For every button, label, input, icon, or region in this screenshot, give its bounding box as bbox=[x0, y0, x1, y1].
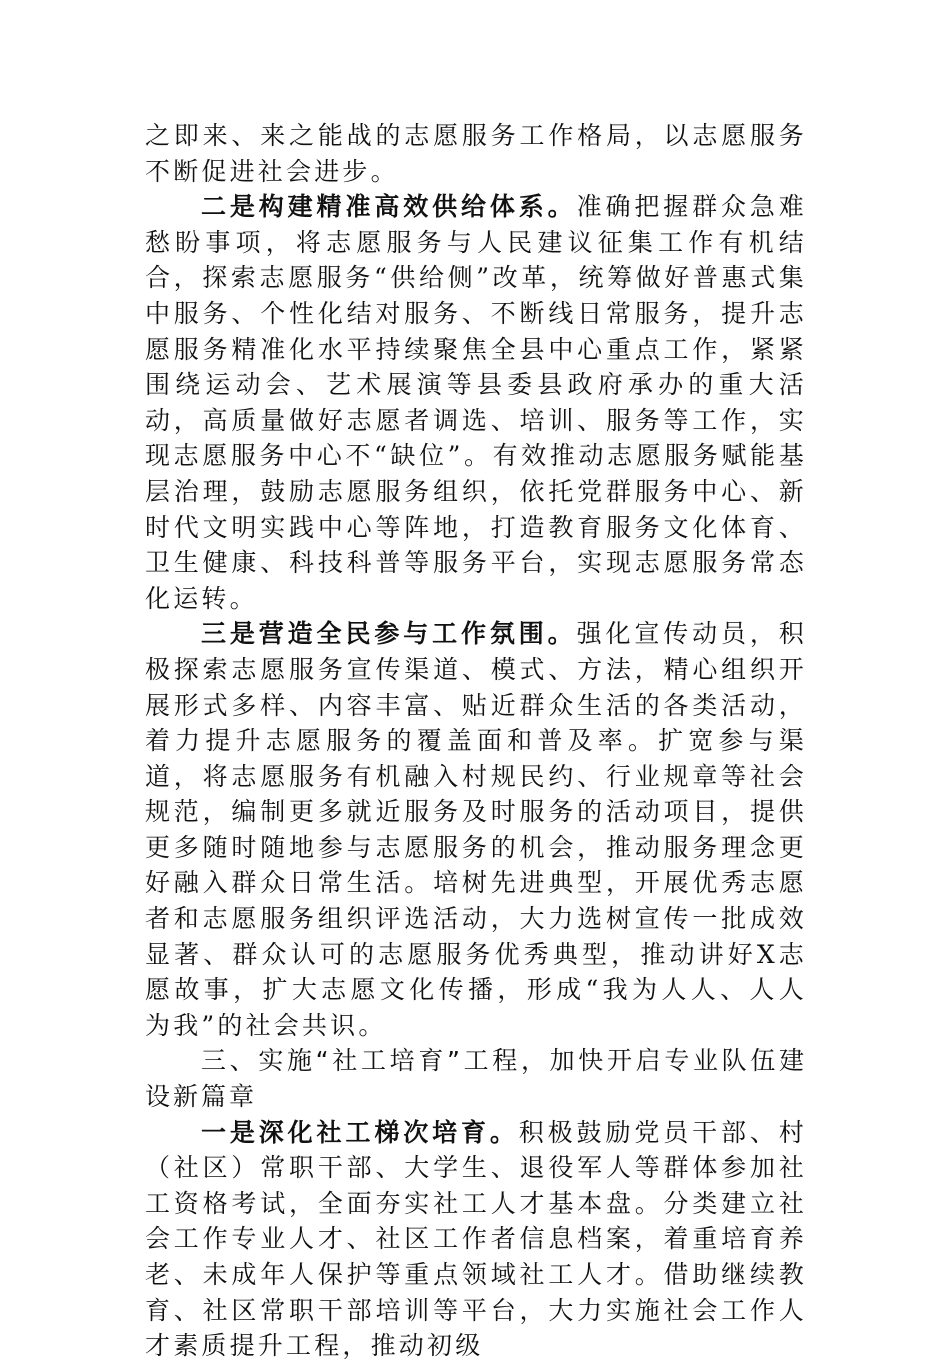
paragraph-body-text: 积极鼓励党员干部、村（社区）常职干部、大学生、退役军人等群体参加社工资格考试，全面夯实社工人才基本盘。分类建立社会工作专业人才、社区工作者信息档案，着重培育养老、未成年人保护等重点领域社工人才。借助继续教育、社区常职干部培训等平台，大力实施社会工作人才素质提升工程，推动初级 bbox=[145, 1117, 807, 1361]
paragraph-social-worker-training bbox=[145, 1115, 807, 1364]
paragraph-participation-atmosphere bbox=[145, 616, 807, 1043]
paragraph-lead-heading: 三是营造全民参与工作氛围。 bbox=[201, 619, 577, 649]
paragraph-body-text: 强化宣传动员，积极探索志愿服务宣传渠道、模式、方法，精心组织开展形式多样、内容丰富、贴近群众生活的各类活动，着力提升志愿服务的覆盖面和普及率。扩宽参与渠道，将志愿服务有机融入村规民约、行业规章等社会规范，编制更多就近服务及时服务的活动项目，提供更多随时随地参与志愿服务的机会，推动服务理念更好融入群众日常生活。培树先进典型，开展优秀志愿者和志愿服务组织评选活动，大力选树宣传一批成效显著、群众认可的志愿服务优秀典型，推动讲好X志愿故事，扩大志愿文化传播，形成“我为人人、人人为我”的社会共识。 bbox=[145, 619, 807, 1040]
paragraph-supply-system bbox=[145, 189, 807, 616]
paragraph-lead-heading: 一是深化社工梯次培育。 bbox=[201, 1117, 519, 1147]
paragraph-lead-heading: 二是构建精准高效供给体系。 bbox=[201, 192, 577, 222]
document-body bbox=[145, 118, 807, 1364]
section-heading: 三、实施“社工培育”工程，加快开启专业队伍建设新篇章 bbox=[145, 1046, 807, 1112]
paragraph-continuation: 之即来、来之能战的志愿服务工作格局，以志愿服务不断促进社会进步。 bbox=[145, 121, 807, 186]
paragraph-body-text: 准确把握群众急难愁盼事项，将志愿服务与人民建议征集工作有机结合，探索志愿服务“供给侧”改革，统筹做好普惠式集中服务、个性化结对服务、不断线日常服务，提升志愿服务精准化水平持续聚焦全县中心重点工作，紧紧围绕运动会、艺术展演等县委县政府承办的重大活动，高质量做好志愿者调选、培训、服务等工作，实现志愿服务中心不“缺位”。有效推动志愿服务赋能基层治理，鼓励志愿服务组织，依托党群服务中心、新时代文明实践中心等阵地，打造教育服务文化体育、卫生健康、科技科普等服务平台，实现志愿服务常态化运转。 bbox=[145, 192, 807, 613]
